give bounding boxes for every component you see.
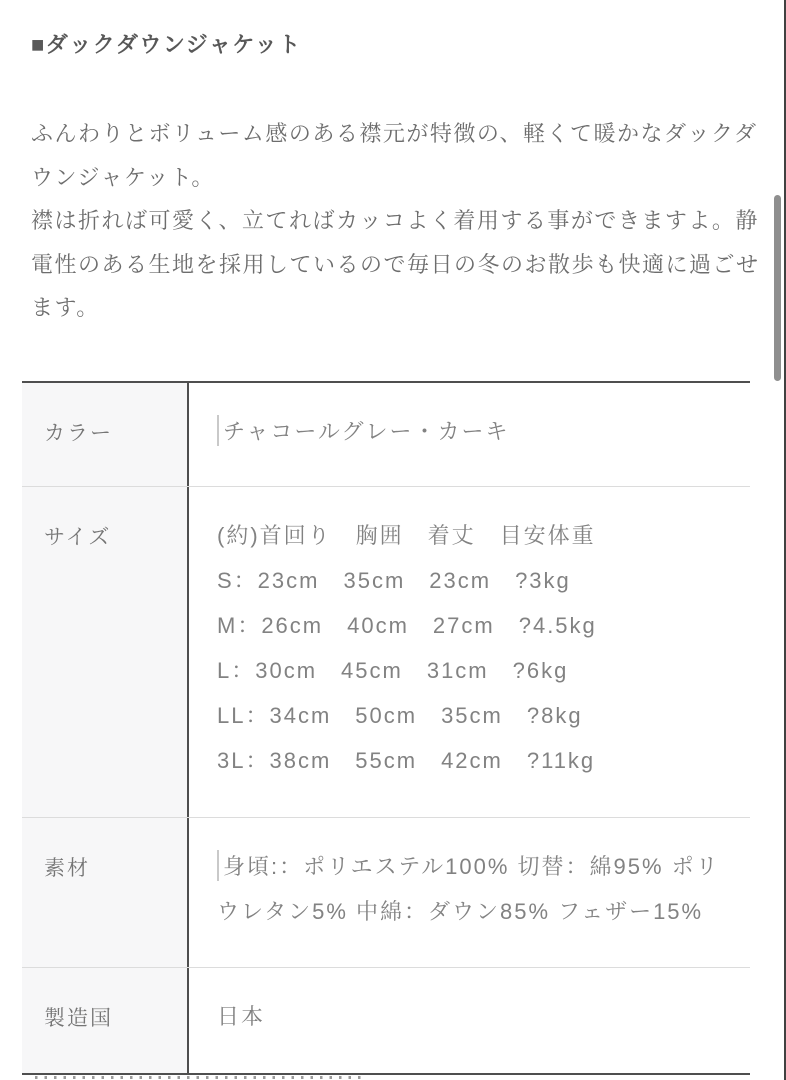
table-row-color — [22, 383, 750, 487]
description-line: ふんわりとボリューム感のある襟元が特徴の、軽くて暖かなダックダ — [31, 121, 758, 146]
material-line: 身頃:：ポリエステル100% 切替：綿95% ポリ — [223, 854, 720, 879]
row-label-material: 素材 — [22, 818, 187, 967]
row-value-size — [187, 487, 750, 817]
country-value: 日本 — [217, 1004, 266, 1029]
material-line: ウレタン5% 中綿：ダウン85% フェザー15% — [217, 899, 704, 924]
text-caret — [217, 850, 219, 881]
description-line: ウンジャケット。 — [31, 164, 215, 190]
size-line-m: M：26cm 40cm 27cm ?4.5kg — [217, 613, 597, 638]
row-value-material — [187, 818, 750, 967]
size-line-ll: LL：34cm 50cm 35cm ?8kg — [217, 703, 583, 728]
size-header-line: (約)首回り 胸囲 着丈 目安体重 — [217, 523, 596, 548]
text-caret — [217, 415, 219, 446]
description-line: 襟は折れば可愛く、立てればカッコよく着用する事ができますよ。静 — [31, 208, 759, 233]
product-description — [31, 112, 771, 330]
table-row-country — [22, 968, 750, 1073]
table-row-material — [22, 818, 750, 968]
size-line-s: S：23cm 35cm 23cm ?3kg — [217, 568, 571, 593]
description-line: ます。 — [31, 295, 100, 320]
scrollbar-thumb[interactable] — [774, 195, 781, 381]
description-line: 電性のある生地を採用しているので毎日の冬のお散歩も快適に過ごせ — [31, 251, 760, 277]
size-line-3l: 3L：38cm 55cm 42cm ?11kg — [217, 748, 596, 773]
row-value-color — [187, 383, 750, 486]
page-title: ■ダックダウンジャケット — [31, 32, 302, 57]
row-label-country: 製造国 — [22, 968, 187, 1073]
size-line-l: L：30cm 45cm 31cm ?6kg — [217, 658, 569, 683]
row-label-color: カラー — [22, 383, 187, 486]
row-value-country — [187, 968, 750, 1073]
row-label-size: サイズ — [22, 487, 187, 817]
table-row-size — [22, 487, 750, 818]
cutoff-text-hint — [35, 1076, 365, 1079]
spec-table — [22, 381, 750, 1075]
color-value: チャコールグレー・カーキ — [223, 419, 510, 444]
